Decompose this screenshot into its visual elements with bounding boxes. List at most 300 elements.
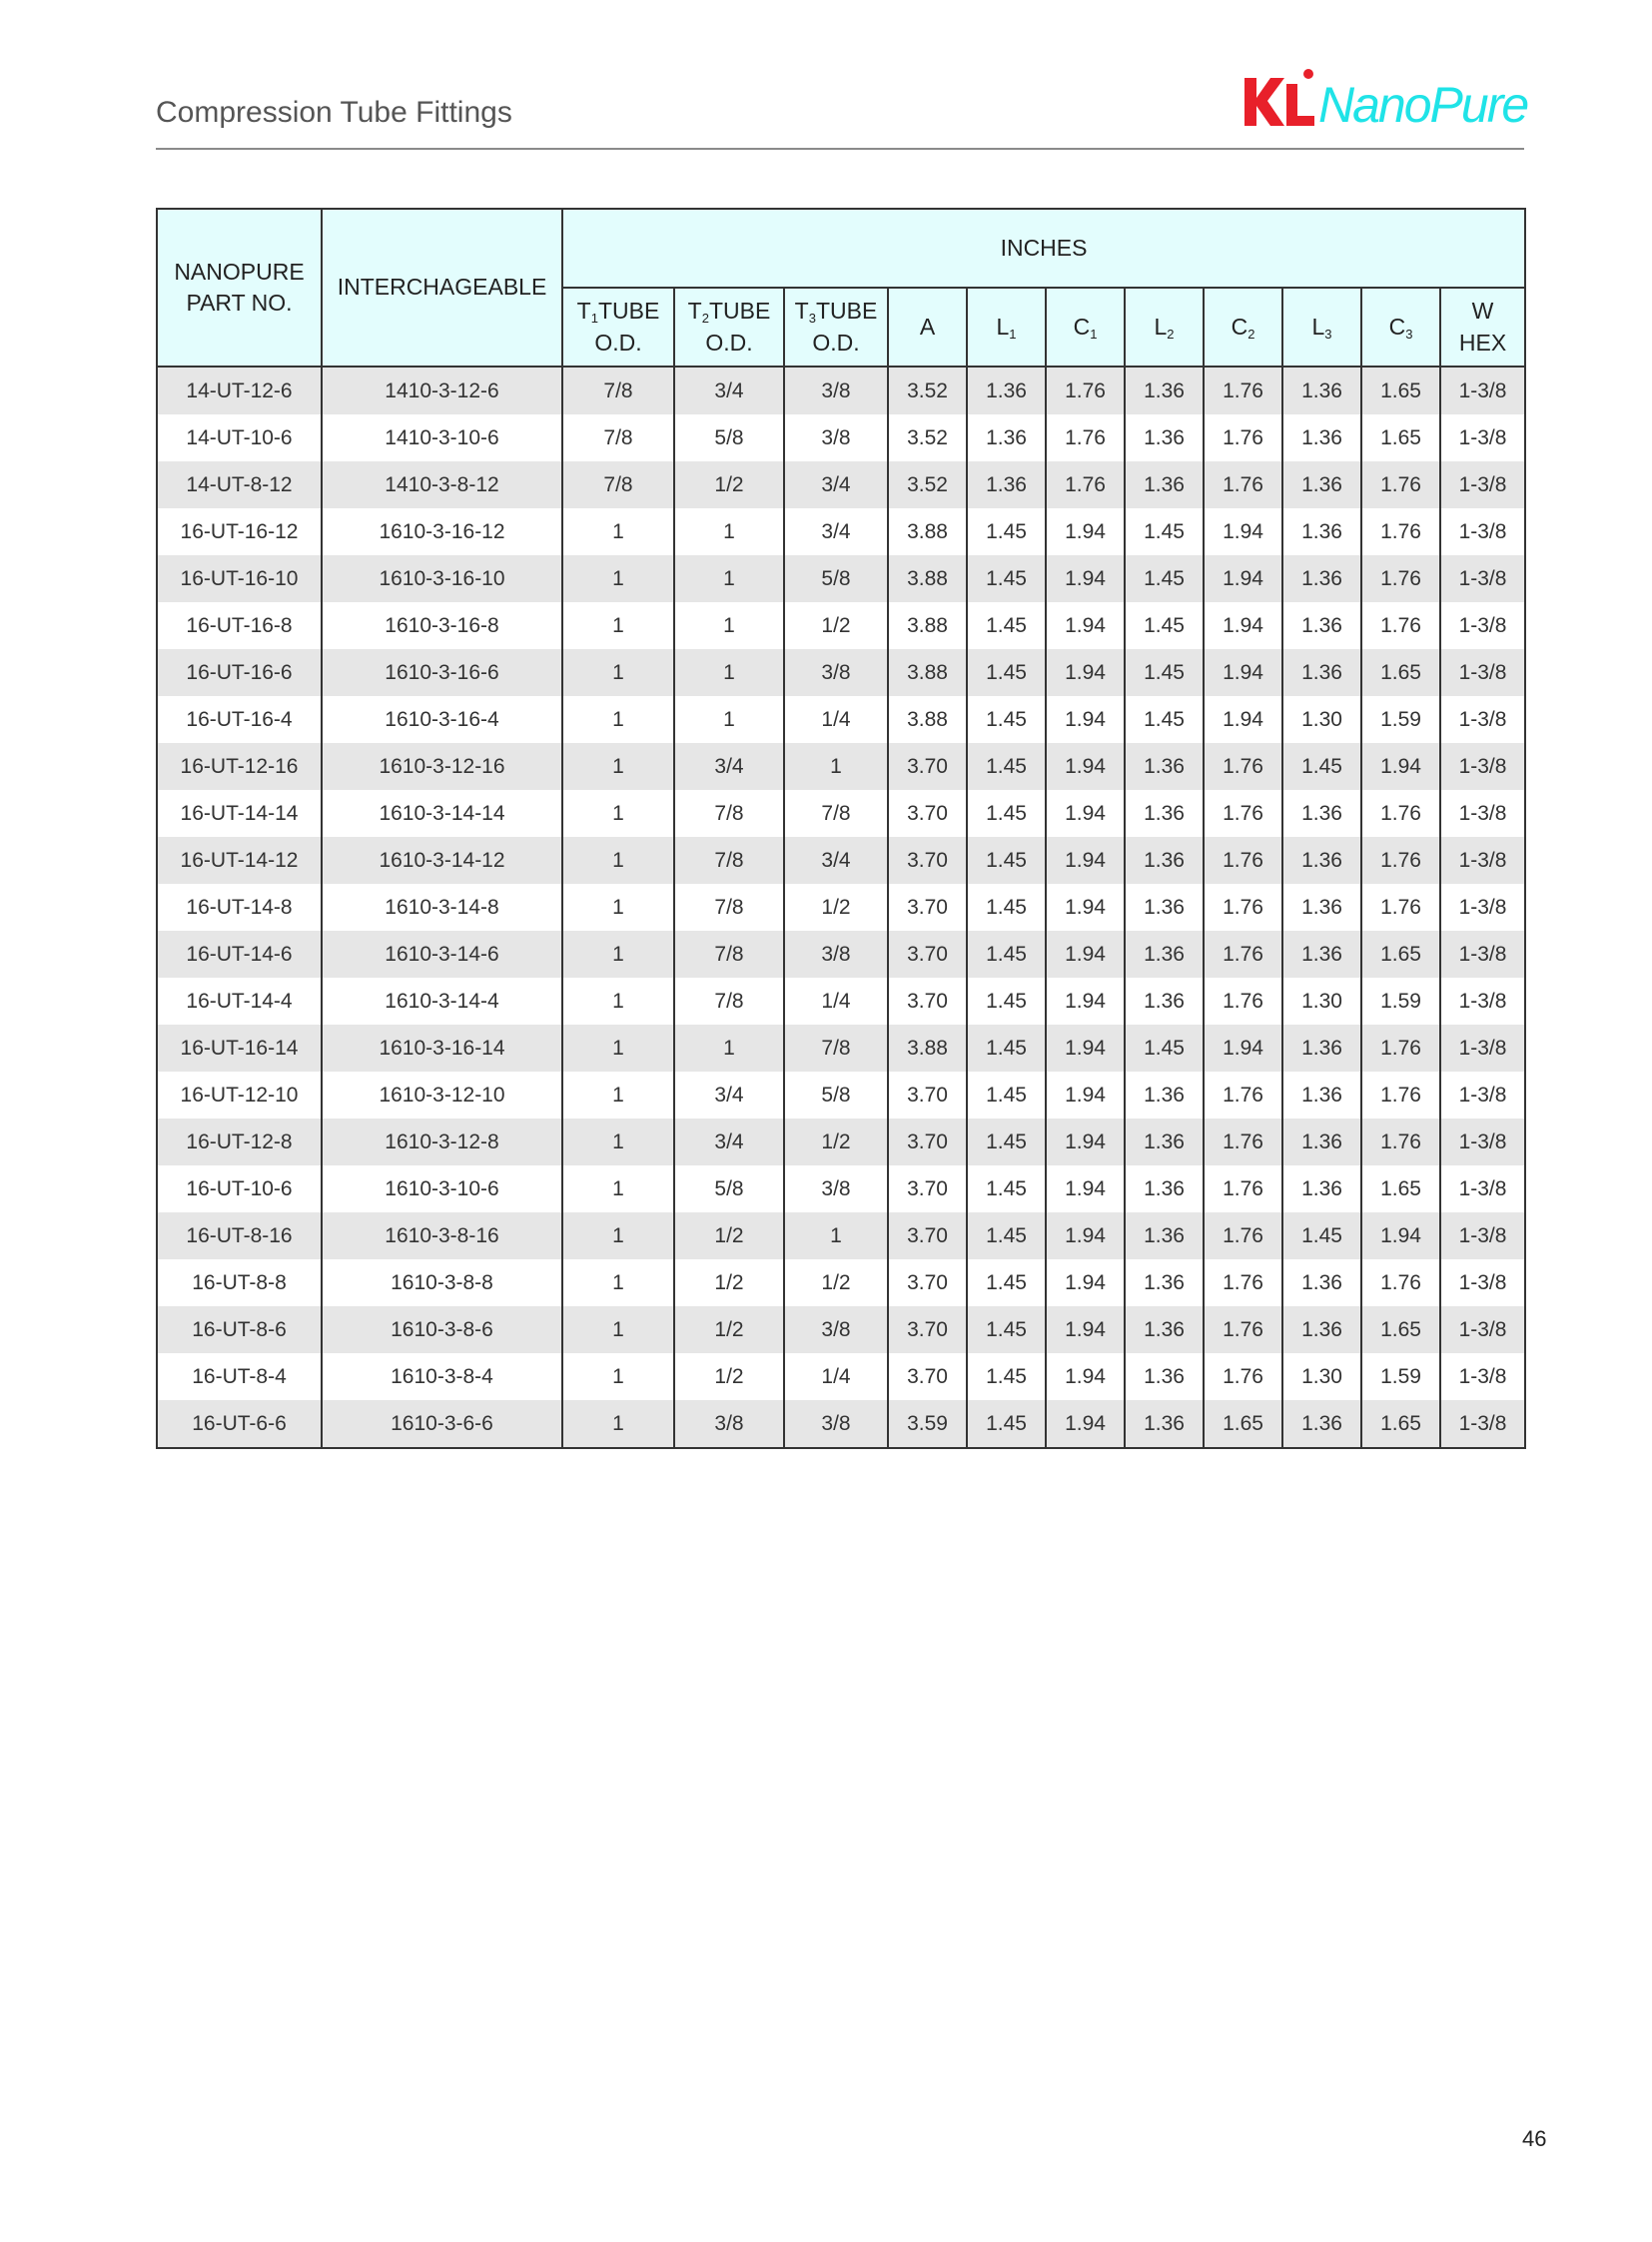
table-cell: 1610-3-16-10 <box>322 555 562 602</box>
table-cell: 1.76 <box>1204 978 1282 1025</box>
table-cell: 16-UT-8-8 <box>157 1259 322 1306</box>
table-cell: 16-UT-8-16 <box>157 1212 322 1259</box>
table-row <box>157 1306 1525 1353</box>
table-cell: 5/8 <box>674 414 784 461</box>
table-cell: 16-UT-16-14 <box>157 1025 322 1072</box>
table-cell: 1610-3-16-6 <box>322 649 562 696</box>
table-cell: 16-UT-14-6 <box>157 931 322 978</box>
table-row <box>157 696 1525 743</box>
table-cell: 3/8 <box>674 1400 784 1448</box>
table-row <box>157 1165 1525 1212</box>
table-cell: 1.94 <box>1046 1400 1125 1448</box>
table-cell: 1/2 <box>674 1212 784 1259</box>
table-cell: 1.76 <box>1204 837 1282 884</box>
table-cell: 1 <box>674 649 784 696</box>
table-cell: 1410-3-10-6 <box>322 414 562 461</box>
table-cell: 1-3/8 <box>1440 1306 1525 1353</box>
subheader-subscript: 1 <box>1090 326 1098 342</box>
table-cell: 1.76 <box>1204 1212 1282 1259</box>
table-cell: 3.88 <box>888 508 967 555</box>
table-cell: 1.36 <box>1125 461 1204 508</box>
subheader-cell <box>1046 288 1125 367</box>
table-cell: 1610-3-14-8 <box>322 884 562 931</box>
table-cell: 1.45 <box>1125 602 1204 649</box>
table-cell: 3/8 <box>784 414 888 461</box>
table-cell: 1.36 <box>1282 1119 1361 1165</box>
table-cell: 1.45 <box>967 602 1046 649</box>
table-cell: 1-3/8 <box>1440 649 1525 696</box>
table-cell: 1.45 <box>967 931 1046 978</box>
subheader-main: T <box>794 298 809 325</box>
table-cell: 1.76 <box>1204 461 1282 508</box>
table-cell: 1/2 <box>674 461 784 508</box>
table-cell: 1.45 <box>967 508 1046 555</box>
table-cell: 3.70 <box>888 837 967 884</box>
table-cell: 1.36 <box>1125 978 1204 1025</box>
table-cell: 1 <box>674 555 784 602</box>
table-cell: 3.59 <box>888 1400 967 1448</box>
subheader-main: C <box>1073 313 1091 340</box>
table-cell: 1-3/8 <box>1440 696 1525 743</box>
table-cell: 1-3/8 <box>1440 1025 1525 1072</box>
table-cell: 1.94 <box>1046 602 1125 649</box>
table-cell: 16-UT-16-4 <box>157 696 322 743</box>
subheader-main: T <box>576 298 591 325</box>
table-cell: 1610-3-6-6 <box>322 1400 562 1448</box>
table-cell: 1.36 <box>967 461 1046 508</box>
table-cell: 1610-3-16-14 <box>322 1025 562 1072</box>
table-cell: 1.45 <box>967 555 1046 602</box>
table-cell: 1 <box>562 1306 674 1353</box>
table-row <box>157 555 1525 602</box>
table-cell: 1.76 <box>1046 367 1125 414</box>
table-cell: 3/8 <box>784 931 888 978</box>
table-cell: 1-3/8 <box>1440 602 1525 649</box>
table-cell: 1610-3-8-4 <box>322 1353 562 1400</box>
table-row <box>157 461 1525 508</box>
table-cell: 1.45 <box>1125 696 1204 743</box>
table-cell: 1.45 <box>967 1025 1046 1072</box>
table-cell: 3.88 <box>888 602 967 649</box>
table-cell: 1.76 <box>1361 508 1440 555</box>
table-cell: 1.94 <box>1046 931 1125 978</box>
table-cell: 3/4 <box>674 367 784 414</box>
table-cell: 3.70 <box>888 1306 967 1353</box>
table-cell: 1-3/8 <box>1440 461 1525 508</box>
table-cell: 16-UT-16-6 <box>157 649 322 696</box>
table-cell: 1610-3-16-4 <box>322 696 562 743</box>
table-cell: 3.70 <box>888 1165 967 1212</box>
table-body <box>157 367 1525 1448</box>
table-cell: 7/8 <box>562 461 674 508</box>
table-cell: 1.94 <box>1361 743 1440 790</box>
table-cell: 3.70 <box>888 790 967 837</box>
table-cell: 1.36 <box>1125 790 1204 837</box>
table-cell: 1.65 <box>1361 1165 1440 1212</box>
table-cell: 5/8 <box>784 555 888 602</box>
table-cell: 1.36 <box>1282 508 1361 555</box>
table-cell: 3/8 <box>784 1306 888 1353</box>
table-cell: 1-3/8 <box>1440 884 1525 931</box>
table-cell: 1.76 <box>1204 1259 1282 1306</box>
table-cell: 5/8 <box>674 1165 784 1212</box>
table-row <box>157 978 1525 1025</box>
table-cell: 1.59 <box>1361 978 1440 1025</box>
table-cell: 1.94 <box>1046 1072 1125 1119</box>
table-cell: 1.65 <box>1361 367 1440 414</box>
table-cell: 1-3/8 <box>1440 837 1525 884</box>
logo-text: NanoPure <box>1318 77 1528 133</box>
table-cell: 1.94 <box>1046 555 1125 602</box>
table-cell: 3.70 <box>888 1212 967 1259</box>
table-cell: 1 <box>562 790 674 837</box>
table-cell: 1.76 <box>1204 1353 1282 1400</box>
subheader-subscript: 2 <box>1167 326 1175 342</box>
table-cell: 1.94 <box>1046 743 1125 790</box>
subheader-subscript: 3 <box>1405 326 1413 342</box>
table-cell: 16-UT-16-10 <box>157 555 322 602</box>
table-cell: 3.70 <box>888 1072 967 1119</box>
table-cell: 1.94 <box>1046 649 1125 696</box>
table-cell: 1.76 <box>1046 414 1125 461</box>
table-row <box>157 1353 1525 1400</box>
table-cell: 1.36 <box>1282 1025 1361 1072</box>
table-cell: 1.45 <box>967 790 1046 837</box>
table-cell: 1-3/8 <box>1440 414 1525 461</box>
table-cell: 1.45 <box>967 1165 1046 1212</box>
table-cell: 1.94 <box>1046 978 1125 1025</box>
table-cell: 1 <box>562 696 674 743</box>
table-cell: 1-3/8 <box>1440 1072 1525 1119</box>
table-cell: 1.45 <box>967 1259 1046 1306</box>
table-cell: 1.45 <box>967 696 1046 743</box>
table-cell: 1 <box>562 555 674 602</box>
table-cell: 16-UT-8-6 <box>157 1306 322 1353</box>
table-row <box>157 1025 1525 1072</box>
table-cell: 3.70 <box>888 931 967 978</box>
table-cell: 1.36 <box>1125 743 1204 790</box>
table-cell: 3.70 <box>888 1353 967 1400</box>
table-cell: 1.76 <box>1361 1259 1440 1306</box>
table-cell: 1-3/8 <box>1440 1119 1525 1165</box>
table-cell: 1 <box>562 1119 674 1165</box>
table-cell: 1.76 <box>1204 743 1282 790</box>
table-cell: 1.36 <box>1282 555 1361 602</box>
table-cell: 1 <box>562 508 674 555</box>
table-cell: 1.45 <box>967 1353 1046 1400</box>
table-row <box>157 884 1525 931</box>
table-row <box>157 790 1525 837</box>
table-cell: 1.45 <box>1282 743 1361 790</box>
header-interchangeable: INTERCHAGEABLE <box>322 209 562 367</box>
dimensions-table <box>156 208 1526 1449</box>
table-cell: 3.70 <box>888 978 967 1025</box>
subheader-rest: TUBE O.D. <box>705 298 771 356</box>
table-cell: 3/4 <box>674 1119 784 1165</box>
table-cell: 1.76 <box>1361 461 1440 508</box>
table-cell: 1610-3-12-10 <box>322 1072 562 1119</box>
subheader-cell <box>1282 288 1361 367</box>
subheader-cell <box>1204 288 1282 367</box>
table-cell: 3/8 <box>784 649 888 696</box>
page-title: Compression Tube Fittings <box>156 96 512 129</box>
table-cell: 1-3/8 <box>1440 508 1525 555</box>
table-cell: 1.36 <box>967 367 1046 414</box>
table-cell: 1.36 <box>1282 414 1361 461</box>
table-cell: 1610-3-12-16 <box>322 743 562 790</box>
table-cell: 1.76 <box>1361 884 1440 931</box>
table-cell: 1.94 <box>1046 790 1125 837</box>
table-cell: 1.94 <box>1204 508 1282 555</box>
table-cell: 1.36 <box>1125 931 1204 978</box>
table-cell: 1.94 <box>1204 649 1282 696</box>
table-cell: 1-3/8 <box>1440 790 1525 837</box>
table-cell: 1 <box>562 743 674 790</box>
table-cell: 1/4 <box>784 696 888 743</box>
subheader-subscript: 1 <box>590 311 598 327</box>
table-cell: 1610-3-8-8 <box>322 1259 562 1306</box>
table-cell: 1 <box>674 1025 784 1072</box>
table-cell: 1610-3-8-6 <box>322 1306 562 1353</box>
table-cell: 1.45 <box>967 743 1046 790</box>
table-cell: 1.45 <box>967 649 1046 696</box>
table-cell: 1.30 <box>1282 1353 1361 1400</box>
table-cell: 1610-3-16-12 <box>322 508 562 555</box>
table-cell: 1.36 <box>1282 649 1361 696</box>
table-cell: 1.45 <box>1125 1025 1204 1072</box>
table-cell: 3.88 <box>888 696 967 743</box>
table-row <box>157 743 1525 790</box>
table-cell: 16-UT-14-12 <box>157 837 322 884</box>
table-cell: 3/8 <box>784 367 888 414</box>
table-cell: 1.59 <box>1361 696 1440 743</box>
table-cell: 1.45 <box>967 1119 1046 1165</box>
table-cell: 16-UT-6-6 <box>157 1400 322 1448</box>
table-cell: 1.65 <box>1361 1306 1440 1353</box>
table-cell: 1.94 <box>1046 508 1125 555</box>
table-cell: 1.36 <box>1125 1165 1204 1212</box>
table-cell: 1610-3-14-4 <box>322 978 562 1025</box>
table-cell: 3.70 <box>888 884 967 931</box>
table-cell: 3.88 <box>888 555 967 602</box>
table-cell: 1.36 <box>1125 367 1204 414</box>
table-cell: 3.88 <box>888 1025 967 1072</box>
table-cell: 1.45 <box>1125 649 1204 696</box>
table-cell: 7/8 <box>784 790 888 837</box>
table-cell: 1 <box>562 1072 674 1119</box>
table-cell: 1/2 <box>784 884 888 931</box>
table-cell: 16-UT-10-6 <box>157 1165 322 1212</box>
table-cell: 1.76 <box>1204 790 1282 837</box>
page-number: 46 <box>1522 2126 1547 2151</box>
table-cell: 3.52 <box>888 461 967 508</box>
table-cell: 1.76 <box>1204 367 1282 414</box>
table-cell: 1.76 <box>1204 931 1282 978</box>
table-row <box>157 1400 1525 1448</box>
subheader-cell <box>888 288 967 367</box>
table-cell: 1.94 <box>1046 1353 1125 1400</box>
table-cell: 1.76 <box>1361 837 1440 884</box>
table-cell: 1 <box>784 743 888 790</box>
table-cell: 16-UT-12-10 <box>157 1072 322 1119</box>
table-cell: 16-UT-14-14 <box>157 790 322 837</box>
table-cell: 1610-3-14-14 <box>322 790 562 837</box>
table-cell: 3.70 <box>888 743 967 790</box>
table-cell: 1.36 <box>1282 837 1361 884</box>
subheader-cell <box>674 288 784 367</box>
table-cell: 3/4 <box>674 1072 784 1119</box>
subheader-subscript: 3 <box>808 311 816 327</box>
table-cell: 1 <box>562 649 674 696</box>
table-cell: 1.94 <box>1204 696 1282 743</box>
table-cell: 1.36 <box>1125 1400 1204 1448</box>
table-cell: 1.36 <box>967 414 1046 461</box>
table-cell: 1.94 <box>1046 1119 1125 1165</box>
table-cell: 16-UT-8-4 <box>157 1353 322 1400</box>
table-cell: 1.94 <box>1046 1212 1125 1259</box>
table-cell: 1/4 <box>784 978 888 1025</box>
table-cell: 3/4 <box>784 461 888 508</box>
table-cell: 7/8 <box>674 931 784 978</box>
table-cell: 14-UT-12-6 <box>157 367 322 414</box>
table-cell: 1.94 <box>1046 884 1125 931</box>
table-cell: 1610-3-12-8 <box>322 1119 562 1165</box>
table-cell: 1.36 <box>1282 1306 1361 1353</box>
table-cell: 3/8 <box>784 1400 888 1448</box>
table-cell: 1.94 <box>1204 602 1282 649</box>
table-cell: 1610-3-8-16 <box>322 1212 562 1259</box>
table-cell: 1.36 <box>1282 884 1361 931</box>
subheader-rest: TUBE O.D. <box>812 298 878 356</box>
subheader-cell <box>967 288 1046 367</box>
table-cell: 1/2 <box>674 1259 784 1306</box>
table-cell: 3/4 <box>784 837 888 884</box>
header-divider <box>156 148 1524 150</box>
table-row <box>157 837 1525 884</box>
table-cell: 7/8 <box>784 1025 888 1072</box>
subheader-cell <box>784 288 888 367</box>
table-cell: 1.94 <box>1046 1025 1125 1072</box>
table-cell: 1.45 <box>1125 508 1204 555</box>
table-row <box>157 931 1525 978</box>
table-cell: 1610-3-10-6 <box>322 1165 562 1212</box>
table-cell: 1 <box>562 1353 674 1400</box>
table-cell: 1-3/8 <box>1440 555 1525 602</box>
table-cell: 1-3/8 <box>1440 743 1525 790</box>
table-cell: 1.94 <box>1046 1306 1125 1353</box>
table-cell: 1.36 <box>1282 931 1361 978</box>
table-cell: 7/8 <box>674 837 784 884</box>
table-cell: 1 <box>674 508 784 555</box>
table-cell: 1.45 <box>967 978 1046 1025</box>
table-cell: 1/2 <box>784 1259 888 1306</box>
table-cell: 1.94 <box>1046 1165 1125 1212</box>
table-cell: 1-3/8 <box>1440 1212 1525 1259</box>
table-cell: 1.76 <box>1361 1072 1440 1119</box>
table-cell: 1/2 <box>674 1306 784 1353</box>
subheader-main: A <box>919 313 936 340</box>
table-cell: 1.65 <box>1361 649 1440 696</box>
table-cell: 7/8 <box>562 367 674 414</box>
table-cell: 3.70 <box>888 1119 967 1165</box>
table-row <box>157 508 1525 555</box>
table-cell: 1 <box>562 931 674 978</box>
table-cell: 1.36 <box>1125 884 1204 931</box>
table-cell: 1.45 <box>967 1400 1046 1448</box>
table-cell: 1.36 <box>1282 367 1361 414</box>
table-cell: 3/8 <box>784 1165 888 1212</box>
table-cell: 7/8 <box>674 790 784 837</box>
subheader-main: W HEX <box>1458 298 1507 356</box>
table-cell: 1-3/8 <box>1440 367 1525 414</box>
table-cell: 1.65 <box>1361 931 1440 978</box>
subheader-main: C <box>1388 313 1406 340</box>
table-cell: 1.76 <box>1204 1072 1282 1119</box>
table-cell: 1.76 <box>1361 555 1440 602</box>
table-cell: 1/2 <box>784 1119 888 1165</box>
subheader-main: C <box>1231 313 1248 340</box>
table-cell: 1.76 <box>1204 1306 1282 1353</box>
table-cell: 1.65 <box>1361 1400 1440 1448</box>
table-cell: 1-3/8 <box>1440 1165 1525 1212</box>
table-cell: 1.45 <box>967 1072 1046 1119</box>
table-cell: 1/2 <box>784 602 888 649</box>
table-cell: 1.76 <box>1361 790 1440 837</box>
subheader-subscript: 1 <box>1009 326 1017 342</box>
subheader-main: L <box>996 313 1010 340</box>
table-cell: 1.76 <box>1204 414 1282 461</box>
table-cell: 7/8 <box>562 414 674 461</box>
table-cell: 1410-3-12-6 <box>322 367 562 414</box>
table-cell: 1.36 <box>1282 1400 1361 1448</box>
subheader-main: T <box>687 298 702 325</box>
table-row <box>157 649 1525 696</box>
table-cell: 1.59 <box>1361 1353 1440 1400</box>
table-cell: 1 <box>562 602 674 649</box>
table-cell: 1.36 <box>1125 1306 1204 1353</box>
table-cell: 1.94 <box>1046 696 1125 743</box>
table-cell: 1-3/8 <box>1440 978 1525 1025</box>
table-row <box>157 414 1525 461</box>
table-cell: 1.45 <box>967 884 1046 931</box>
subheader-rest: TUBE O.D. <box>594 298 660 356</box>
table-cell: 7/8 <box>674 978 784 1025</box>
subheader-cell <box>1440 288 1525 367</box>
table-cell: 1610-3-16-8 <box>322 602 562 649</box>
table-cell: 1.76 <box>1361 1119 1440 1165</box>
table-cell: 1.36 <box>1125 1119 1204 1165</box>
subheader-subscript: 2 <box>1247 326 1255 342</box>
table-cell: 1.76 <box>1046 461 1125 508</box>
table-cell: 1.76 <box>1204 1119 1282 1165</box>
subheader-main: L <box>1311 313 1325 340</box>
table-cell: 1.36 <box>1282 1072 1361 1119</box>
table-cell: 1.76 <box>1204 884 1282 931</box>
subheader-main: L <box>1154 313 1168 340</box>
table-cell: 1 <box>674 602 784 649</box>
table-cell: 1-3/8 <box>1440 931 1525 978</box>
table-cell: 1 <box>562 978 674 1025</box>
table-cell: 1 <box>562 1165 674 1212</box>
table-cell: 1.36 <box>1282 790 1361 837</box>
table-cell: 1-3/8 <box>1440 1259 1525 1306</box>
subheader-subscript: 3 <box>1324 326 1332 342</box>
table-cell: 1.36 <box>1125 1259 1204 1306</box>
table-cell: 1.94 <box>1361 1212 1440 1259</box>
table-row <box>157 1072 1525 1119</box>
table-cell: 1.76 <box>1361 602 1440 649</box>
table-row <box>157 1212 1525 1259</box>
